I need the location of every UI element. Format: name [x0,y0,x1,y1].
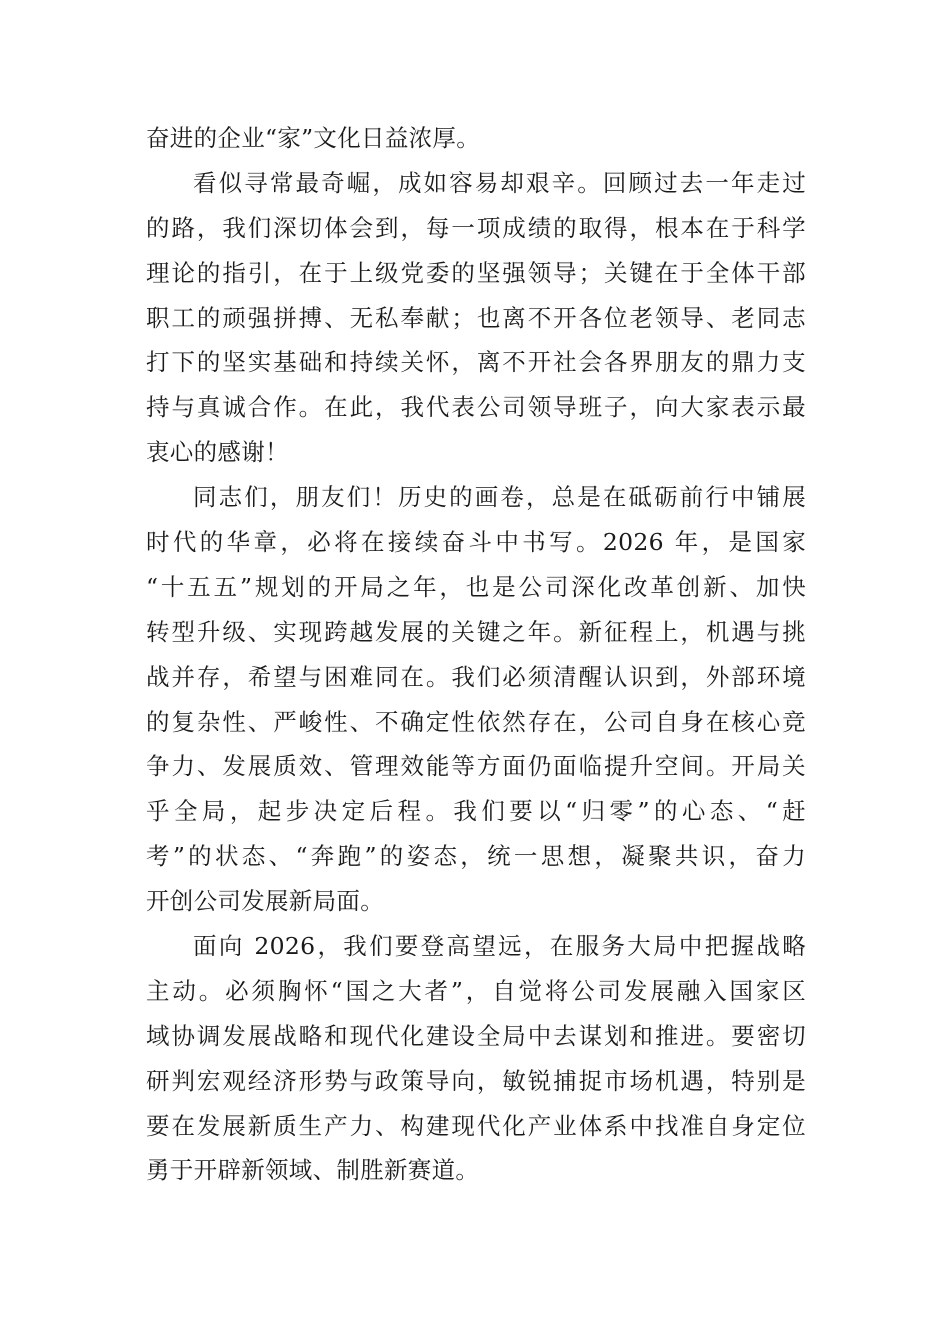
paragraph-3-line-3: “十五五”规划的开局之年，也是公司深化改革创新、加快 [146,572,806,601]
paragraph-3-line-9: 考”的状态、“奔跑”的姿态，统一思想，凝聚共识，奋力 [146,842,806,871]
document-body [146,116,806,1193]
paragraph-4-line-5: 要在发展新质生产力、构建现代化产业体系中找准自身定位 [146,1111,806,1140]
paragraph-3-line-2: 时代的华章，必将在接续奋斗中书写。2026 年，是国家 [146,528,806,557]
paragraph-3-line-7: 争力、发展质效、管理效能等方面仍面临提升空间。开局关 [146,752,806,781]
paragraph-3-line-5: 战并存，希望与困难同在。我们必须清醒认识到，外部环境 [146,662,806,691]
paragraph-1-line-1: 奋进的企业“家”文化日益浓厚。 [146,124,481,152]
paragraph-3-line-8: 乎全局，起步决定后程。我们要以“归零”的心态、“赶 [146,797,806,826]
paragraph-4-line-6: 勇于开辟新领域、制胜新赛道。 [146,1156,480,1185]
paragraph-2-line-2: 的路，我们深切体会到，每一项成绩的取得，根本在于科学 [146,213,806,242]
paragraph-3-line-10: 开创公司发展新局面。 [146,887,384,916]
paragraph-2-line-7: 衷心的感谢！ [146,438,289,467]
paragraph-2-line-4: 职工的顽强拼搏、无私奉献；也离不开各位老领导、老同志 [146,303,806,332]
paragraph-4-line-4: 研判宏观经济形势与政策导向，敏锐捕捉市场机遇，特别是 [146,1066,806,1095]
paragraph-3-line-1: 同志们，朋友们！历史的画卷，总是在砥砺前行中铺展 [193,483,806,512]
paragraph-4-line-3: 域协调发展战略和现代化建设全局中去谋划和推进。要密切 [146,1021,806,1050]
paragraph-2-line-6: 持与真诚合作。在此，我代表公司领导班子，向大家表示最 [146,393,806,422]
paragraph-3-line-6: 的复杂性、严峻性、不确定性依然存在，公司自身在核心竞 [146,707,806,736]
paragraph-2-line-3: 理论的指引，在于上级党委的坚强领导；关键在于全体干部 [146,258,806,287]
paragraph-3-line-4: 转型升级、实现跨越发展的关键之年。新征程上，机遇与挑 [146,617,806,646]
paragraph-2-line-5: 打下的坚实基础和持续关怀，离不开社会各界朋友的鼎力支 [146,348,806,377]
paragraph-4-line-2: 主动。必须胸怀“国之大者”，自觉将公司发展融入国家区 [146,976,806,1005]
paragraph-4-line-1: 面向 2026，我们要登高望远，在服务大局中把握战略 [193,932,806,961]
paragraph-2-line-1: 看似寻常最奇崛，成如容易却艰辛。回顾过去一年走过 [193,168,806,197]
